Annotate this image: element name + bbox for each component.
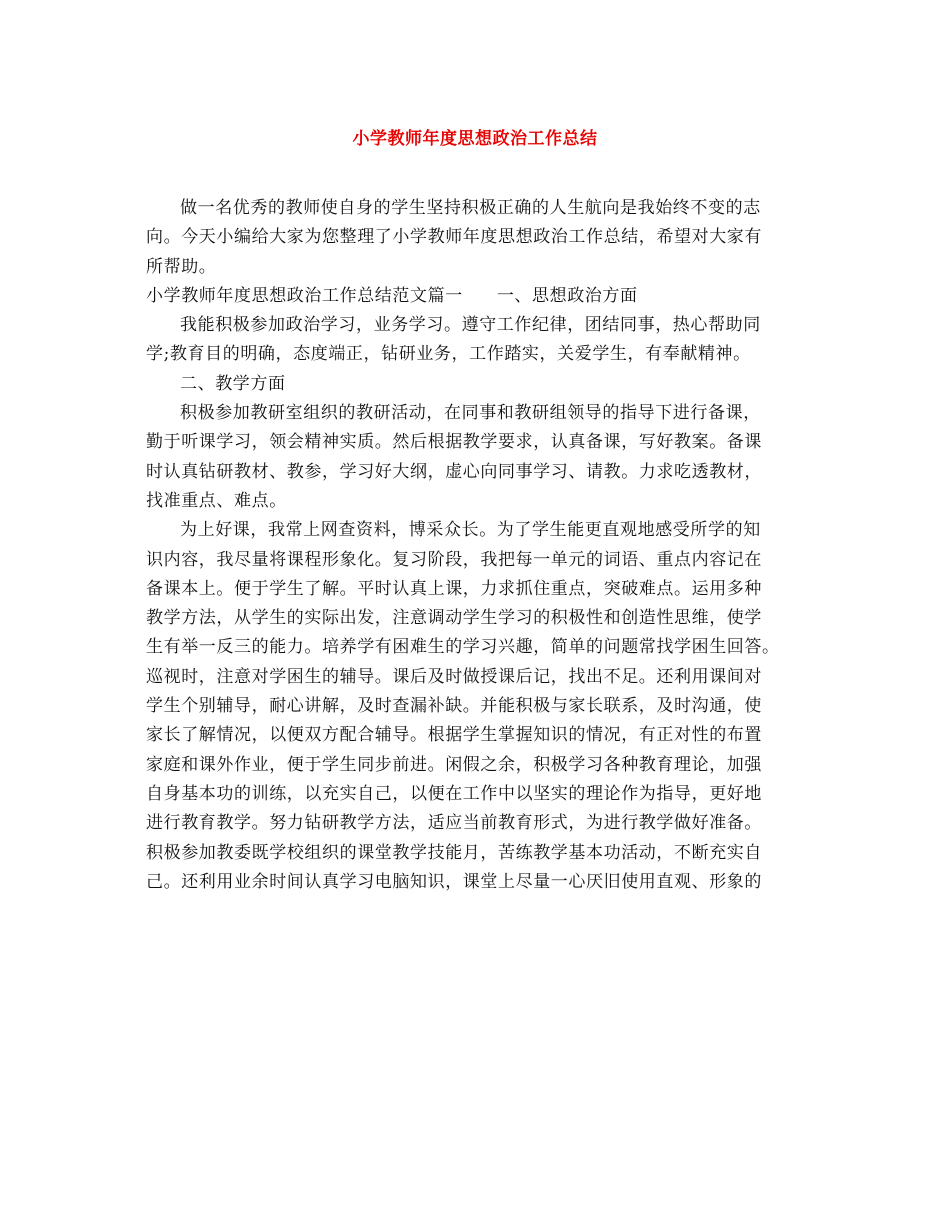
paragraph-line: 家长了解情况，以便双方配合辅导。根据学生掌握知识的情况，有正对性的布置 <box>146 725 762 746</box>
paragraph-line: 备课本上。便于学生了解。平时认真上课，力求抓住重点，突破难点。运用多种 <box>146 578 762 599</box>
paragraph-line: 找准重点、难点。 <box>146 490 287 511</box>
paragraph-line: 自身基本功的训练，以充实自己，以便在工作中以坚实的理论作为指导，更好地 <box>146 783 762 804</box>
paragraph-line: 识内容，我尽量将课程形象化。复习阶段，我把每一单元的词语、重点内容记在 <box>146 549 762 570</box>
section-heading: 一、思想政治方面 <box>496 285 638 306</box>
paragraph-line: 为上好课，我常上网查资料，博采众长。为了学生能更直观地感受所学的知 <box>180 520 761 541</box>
article-heading: 小学教师年度思想政治工作总结范文篇一 <box>146 285 463 306</box>
document-title: 小学教师年度思想政治工作总结 <box>352 129 598 149</box>
paragraph-line: 积极参加教研室组织的教研活动，在同事和教研组领导的指导下进行备课， <box>180 403 761 424</box>
paragraph-line: 学生个别辅导，耐心讲解，及时查漏补缺。并能积极与家长联系，及时沟通，使 <box>146 696 762 717</box>
paragraph-line: 时认真钻研教材、教参，学习好大纲，虚心向同事学习、请教。力求吃透教材， <box>146 461 762 482</box>
paragraph-line: 进行教育教学。努力钻研教学方法，适应当前教育形式，为进行教学做好准备。 <box>146 813 762 834</box>
section-heading-line <box>146 282 808 311</box>
paragraph-line: 勤于听课学习，领会精神实质。然后根据教学要求，认真备课，写好教案。备课 <box>146 432 762 453</box>
paragraph-line: 我能积极参加政治学习，业务学习。遵守工作纪律，团结同事，热心帮助同 <box>180 315 761 336</box>
paragraph-line: 积极参加教委既学校组织的课堂教学技能月，苦练教学基本功活动，不断充实自 <box>146 842 762 863</box>
section-heading: 二、教学方面 <box>180 373 286 394</box>
document-body <box>146 194 808 897</box>
paragraph-line: 所帮助。 <box>146 256 217 277</box>
paragraph-line: 做一名优秀的教师使自身的学生坚持积极正确的人生航向是我始终不变的志 <box>180 198 761 218</box>
paragraph-line: 巡视时，注意对学困生的辅导。课后及时做授课后记，找出不足。还利用课间对 <box>146 666 762 687</box>
paragraph-line: 己。还利用业余时间认真学习电脑知识，课堂上尽量一心厌旧使用直观、形象的 <box>146 871 762 892</box>
paragraph-line: 生有举一反三的能力。培养学有困难生的学习兴趣，简单的问题常找学困生回答。 <box>146 637 780 658</box>
paragraph-line: 学;教育目的明确，态度端正，钻研业务，工作踏实，关爱学生，有奉献精神。 <box>146 344 751 365</box>
paragraph-line: 家庭和课外作业，便于学生同步前进。闲假之余，积极学习各种教育理论，加强 <box>146 754 762 775</box>
paragraph-line: 教学方法，从学生的实际出发，注意调动学生学习的积极性和创造性思维，使学 <box>146 608 762 629</box>
paragraph-line: 向。今天小编给大家为您整理了小学教师年度思想政治工作总结，希望对大家有 <box>146 227 762 248</box>
